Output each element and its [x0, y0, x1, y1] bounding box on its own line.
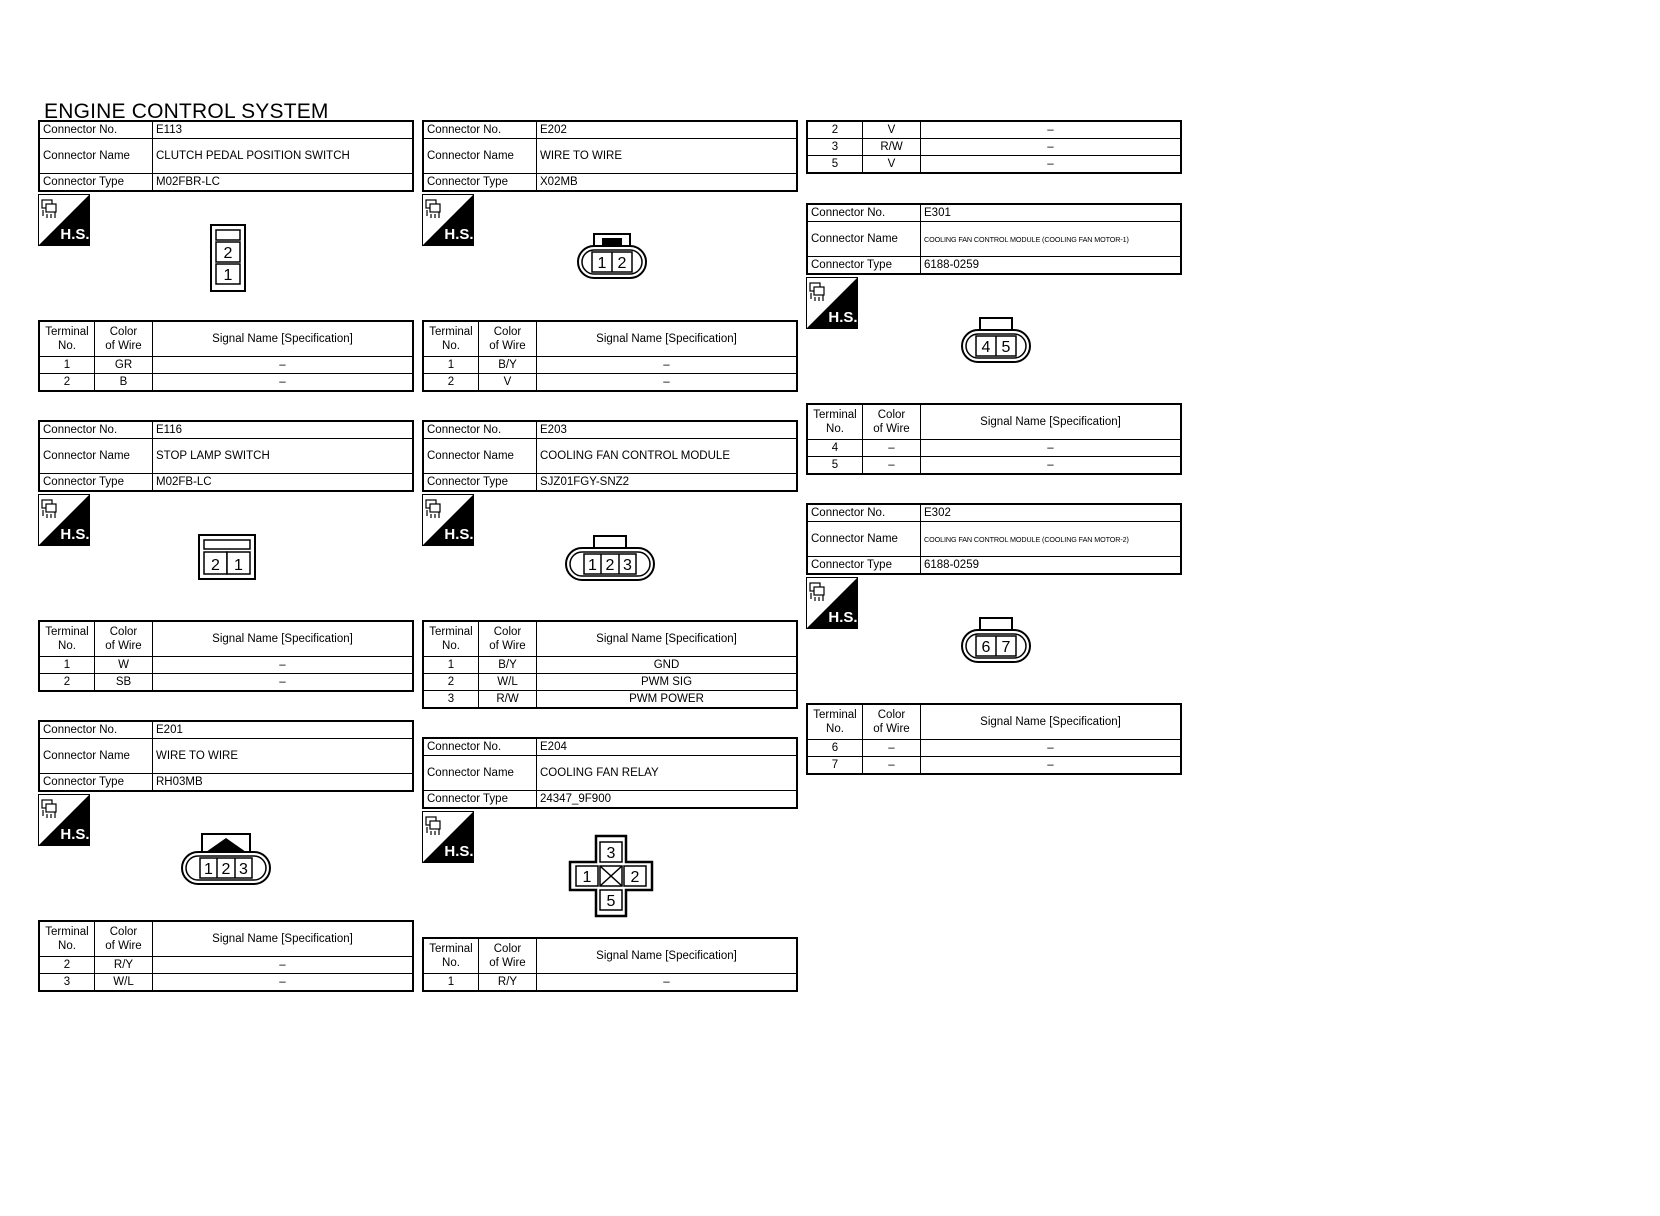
connector-type-value: 6188-0259: [921, 257, 1182, 275]
connector-no-label: Connector No.: [807, 204, 921, 222]
color-header-line2: of Wire: [489, 640, 526, 652]
harness-side-icon: [422, 811, 474, 863]
wire-color: B/Y: [479, 357, 537, 374]
connector-no-value: E204: [537, 738, 798, 756]
terminal-no-header: [423, 621, 479, 657]
terminal-table: [38, 320, 414, 392]
terminal-number: 2: [39, 374, 95, 392]
terminal-number: 1: [423, 657, 479, 674]
color-header-line1: Color: [493, 326, 522, 338]
terminal-number: 4: [807, 440, 863, 457]
color-of-wire-header: [479, 938, 537, 974]
connector-block-e301: [806, 203, 1182, 473]
connector-face-diagram: [564, 534, 656, 584]
wire-color: V: [863, 121, 921, 139]
signal-name: –: [153, 957, 414, 974]
terminal-number: 3: [39, 974, 95, 992]
connector-no-label: Connector No.: [423, 738, 537, 756]
terminal-no-header-line2: No.: [826, 423, 844, 435]
wire-color: V: [863, 156, 921, 174]
connector-no-value: E302: [921, 504, 1182, 522]
connector-type-label: Connector Type: [39, 474, 153, 492]
terminal-table: [806, 403, 1182, 475]
connector-name-value: COOLING FAN RELAY: [537, 756, 798, 791]
connector-name-label: Connector Name: [423, 756, 537, 791]
terminal-no-header: [807, 704, 863, 740]
signal-name-header: Signal Name [Specification]: [153, 921, 414, 957]
signal-name: –: [153, 674, 414, 692]
connector-name-label: Connector Name: [807, 522, 921, 557]
harness-side-icon: [38, 194, 90, 246]
terminal-row: [423, 974, 797, 992]
signal-name: –: [921, 156, 1182, 174]
signal-name: –: [921, 740, 1182, 757]
terminal-row: [807, 757, 1181, 775]
terminal-no-header: [423, 938, 479, 974]
connector-no-value: E201: [153, 721, 414, 739]
pin-number: 1: [582, 869, 592, 886]
color-of-wire-header: [95, 621, 153, 657]
terminal-number: 7: [807, 757, 863, 775]
harness-side-icon: [422, 194, 474, 246]
color-header-line1: Color: [493, 626, 522, 638]
connector-no-value: E203: [537, 421, 798, 439]
harness-side-label: H.S.: [60, 526, 90, 543]
connector-name-label: Connector Name: [423, 439, 537, 474]
pin-number: 3: [623, 557, 632, 574]
connector-no-label: Connector No.: [807, 504, 921, 522]
signal-name: –: [537, 974, 798, 992]
color-of-wire-header: [479, 621, 537, 657]
connector-face-diagram: [210, 224, 246, 292]
connector-type-label: Connector Type: [423, 174, 537, 192]
pin-number: 2: [630, 869, 640, 886]
connector-no-value: E301: [921, 204, 1182, 222]
color-of-wire-header: [95, 921, 153, 957]
terminal-number: 1: [423, 974, 479, 992]
connector-type-value: SJZ01FGY-SNZ2: [537, 474, 798, 492]
terminal-row: [39, 974, 413, 992]
connector-no-label: Connector No.: [423, 121, 537, 139]
terminal-row: [423, 374, 797, 392]
terminal-number: 5: [807, 156, 863, 174]
signal-name: GND: [537, 657, 798, 674]
color-header-line2: of Wire: [489, 957, 526, 969]
harness-side-icon: [806, 277, 858, 329]
terminal-row: [423, 357, 797, 374]
harness-side-label: H.S.: [444, 526, 474, 543]
terminal-number: 2: [807, 121, 863, 139]
color-header-line2: of Wire: [105, 340, 142, 352]
signal-name: –: [153, 374, 414, 392]
connector-name-label: Connector Name: [423, 139, 537, 174]
connector-face-diagram: [960, 616, 1032, 666]
connector-info-table: [38, 720, 414, 792]
wire-color: –: [863, 457, 921, 475]
wire-color: R/Y: [479, 974, 537, 992]
pin-number: 2: [605, 557, 615, 574]
connector-block-e204_cont: [806, 120, 1182, 174]
connector-name-value: WIRE TO WIRE: [153, 739, 414, 774]
terminal-row: [423, 674, 797, 691]
connector-face-diagram: [180, 826, 272, 888]
connector-face-diagram: [568, 834, 654, 918]
color-of-wire-header: [479, 321, 537, 357]
wire-color: B/Y: [479, 657, 537, 674]
wire-color: R/Y: [95, 957, 153, 974]
connector-face-diagram: [198, 534, 256, 580]
wire-color: –: [863, 757, 921, 775]
color-header-line1: Color: [109, 326, 138, 338]
terminal-no-header-line2: No.: [442, 340, 460, 352]
connector-no-label: Connector No.: [39, 421, 153, 439]
connector-face-diagram: [576, 232, 648, 282]
pin-number: 2: [223, 245, 233, 262]
connector-no-value: E116: [153, 421, 414, 439]
signal-name-header: Signal Name [Specification]: [921, 404, 1182, 440]
connector-name-value: CLUTCH PEDAL POSITION SWITCH: [153, 139, 414, 174]
signal-name: –: [153, 657, 414, 674]
color-header-line2: of Wire: [873, 723, 910, 735]
connector-type-label: Connector Type: [807, 257, 921, 275]
signal-name-header: Signal Name [Specification]: [537, 321, 798, 357]
connector-name-label: Connector Name: [39, 739, 153, 774]
connector-info-table: [422, 737, 798, 809]
pin-number: 7: [1001, 639, 1011, 656]
connector-name-value: STOP LAMP SWITCH: [153, 439, 414, 474]
signal-name-header: Signal Name [Specification]: [153, 321, 414, 357]
terminal-number: 3: [807, 139, 863, 156]
connector-type-label: Connector Type: [39, 774, 153, 792]
pin-number: 2: [211, 557, 220, 574]
signal-name: PWM SIG: [537, 674, 798, 691]
terminal-number: 1: [39, 357, 95, 374]
terminal-row: [423, 691, 797, 709]
terminal-no-header-line2: No.: [58, 940, 76, 952]
connector-type-label: Connector Type: [807, 557, 921, 575]
terminal-number: 2: [39, 957, 95, 974]
connector-name-label: Connector Name: [39, 139, 153, 174]
signal-name: –: [537, 374, 798, 392]
terminal-no-header-line1: Terminal: [429, 326, 473, 338]
page-title: ENGINE CONTROL SYSTEM: [44, 100, 329, 123]
terminal-table: [806, 703, 1182, 775]
pin-number: 2: [617, 255, 627, 272]
wire-color: R/W: [479, 691, 537, 709]
terminal-no-header-line1: Terminal: [45, 626, 89, 638]
connector-name-value: COOLING FAN CONTROL MODULE: [537, 439, 798, 474]
signal-name: –: [921, 457, 1182, 475]
color-header-line1: Color: [109, 926, 138, 938]
harness-side-icon: [38, 794, 90, 846]
pin-number: 1: [588, 557, 597, 574]
wire-color: W: [95, 657, 153, 674]
color-of-wire-header: [95, 321, 153, 357]
terminal-no-header-line1: Terminal: [45, 926, 89, 938]
harness-side-label: H.S.: [828, 609, 858, 626]
pin-number: 1: [234, 557, 243, 574]
signal-name-header: Signal Name [Specification]: [537, 621, 798, 657]
pin-number: 5: [606, 893, 616, 910]
connector-no-label: Connector No.: [423, 421, 537, 439]
harness-side-label: H.S.: [60, 826, 90, 843]
pin-number: 6: [981, 639, 991, 656]
terminal-row: [39, 674, 413, 692]
terminal-no-header-line1: Terminal: [813, 709, 857, 721]
color-header-line2: of Wire: [105, 640, 142, 652]
pin-number: 5: [1001, 339, 1011, 356]
color-header-line2: of Wire: [489, 340, 526, 352]
terminal-no-header: [39, 621, 95, 657]
harness-side-label: H.S.: [444, 843, 474, 860]
connector-type-label: Connector Type: [423, 474, 537, 492]
signal-name: –: [153, 974, 414, 992]
signal-name-header: Signal Name [Specification]: [153, 621, 414, 657]
wire-color: W/L: [95, 974, 153, 992]
connector-type-value: M02FB-LC: [153, 474, 414, 492]
terminal-no-header-line1: Terminal: [45, 326, 89, 338]
terminal-row: [807, 457, 1181, 475]
pin-number: 2: [221, 861, 231, 878]
terminal-row: [807, 121, 1181, 139]
wire-color: SB: [95, 674, 153, 692]
signal-name: –: [537, 357, 798, 374]
signal-name-header: Signal Name [Specification]: [921, 704, 1182, 740]
terminal-row: [423, 657, 797, 674]
color-header-line2: of Wire: [873, 423, 910, 435]
connector-no-label: Connector No.: [39, 121, 153, 139]
pin-number: 1: [223, 267, 233, 284]
terminal-no-header-line1: Terminal: [429, 626, 473, 638]
color-header-line1: Color: [109, 626, 138, 638]
pin-number: 1: [597, 255, 607, 272]
terminal-number: 2: [39, 674, 95, 692]
terminal-number: 1: [423, 357, 479, 374]
terminal-row: [807, 740, 1181, 757]
wire-color: –: [863, 740, 921, 757]
connector-name-value: WIRE TO WIRE: [537, 139, 798, 174]
color-header-line1: Color: [493, 943, 522, 955]
terminal-row: [807, 440, 1181, 457]
pin-number: 4: [981, 339, 991, 356]
signal-name: –: [921, 139, 1182, 156]
signal-name: PWM POWER: [537, 691, 798, 709]
connector-info-table: [422, 420, 798, 492]
terminal-table: [422, 320, 798, 392]
color-header-line1: Color: [877, 709, 906, 721]
terminal-table: [422, 620, 798, 709]
harness-side-icon: [422, 494, 474, 546]
terminal-number: 5: [807, 457, 863, 475]
wire-color: –: [863, 440, 921, 457]
terminal-row: [39, 357, 413, 374]
terminal-number: 2: [423, 374, 479, 392]
connector-block-e201: [38, 720, 414, 990]
connector-info-table: [38, 420, 414, 492]
harness-side-icon: [806, 577, 858, 629]
terminal-no-header: [807, 404, 863, 440]
terminal-row: [39, 374, 413, 392]
connector-block-e203: [422, 420, 798, 707]
terminal-no-header: [423, 321, 479, 357]
pin-number: 3: [239, 861, 248, 878]
connector-no-value: E202: [537, 121, 798, 139]
harness-side-icon: [38, 494, 90, 546]
terminal-no-header-line2: No.: [442, 957, 460, 969]
terminal-row: [807, 156, 1181, 174]
connector-name-label: Connector Name: [807, 222, 921, 257]
connector-type-value: X02MB: [537, 174, 798, 192]
harness-side-label: H.S.: [828, 309, 858, 326]
connector-block-e302: [806, 503, 1182, 773]
wire-color: R/W: [863, 139, 921, 156]
color-header-line1: Color: [877, 409, 906, 421]
signal-name: –: [921, 121, 1182, 139]
terminal-no-header-line2: No.: [442, 640, 460, 652]
signal-name: –: [921, 440, 1182, 457]
terminal-no-header-line1: Terminal: [429, 943, 473, 955]
wire-color: W/L: [479, 674, 537, 691]
terminal-number: 6: [807, 740, 863, 757]
connector-info-table: [38, 120, 414, 192]
connector-name-value: COOLING FAN CONTROL MODULE (COOLING FAN MOTOR-2): [921, 522, 1182, 557]
terminal-no-header-line2: No.: [58, 640, 76, 652]
signal-name: –: [153, 357, 414, 374]
wire-color: B: [95, 374, 153, 392]
signal-name: –: [921, 757, 1182, 775]
wire-color: GR: [95, 357, 153, 374]
connector-block-e116: [38, 420, 414, 690]
terminal-table-continued: [806, 120, 1182, 174]
terminal-row: [807, 139, 1181, 156]
terminal-number: 2: [423, 674, 479, 691]
terminal-table: [38, 920, 414, 992]
color-of-wire-header: [863, 404, 921, 440]
pin-number: 1: [204, 861, 213, 878]
terminal-number: 1: [39, 657, 95, 674]
connector-info-table: [806, 503, 1182, 575]
pin-number: 3: [606, 845, 616, 862]
terminal-no-header: [39, 921, 95, 957]
signal-name-header: Signal Name [Specification]: [537, 938, 798, 974]
connector-type-value: RH03MB: [153, 774, 414, 792]
connector-type-value: 6188-0259: [921, 557, 1182, 575]
terminal-table: [38, 620, 414, 692]
color-header-line2: of Wire: [105, 940, 142, 952]
terminal-number: 3: [423, 691, 479, 709]
terminal-no-header-line1: Terminal: [813, 409, 857, 421]
connector-name-label: Connector Name: [39, 439, 153, 474]
terminal-no-header-line2: No.: [58, 340, 76, 352]
terminal-row: [39, 957, 413, 974]
harness-side-label: H.S.: [444, 226, 474, 243]
connector-type-value: M02FBR-LC: [153, 174, 414, 192]
connector-name-value: COOLING FAN CONTROL MODULE (COOLING FAN MOTOR-1): [921, 222, 1182, 257]
connector-info-table: [422, 120, 798, 192]
harness-side-label: H.S.: [60, 226, 90, 243]
connector-no-value: E113: [153, 121, 414, 139]
connector-block-e204: [422, 737, 798, 990]
connector-block-e202: [422, 120, 798, 390]
connector-type-value: 24347_9F900: [537, 791, 798, 809]
color-of-wire-header: [863, 704, 921, 740]
terminal-no-header-line2: No.: [826, 723, 844, 735]
wire-color: V: [479, 374, 537, 392]
connector-type-label: Connector Type: [39, 174, 153, 192]
connector-info-table: [806, 203, 1182, 275]
terminal-table: [422, 937, 798, 992]
connector-face-diagram: [960, 316, 1032, 366]
connector-block-e113: [38, 120, 414, 390]
terminal-no-header: [39, 321, 95, 357]
terminal-row: [39, 657, 413, 674]
connector-type-label: Connector Type: [423, 791, 537, 809]
connector-no-label: Connector No.: [39, 721, 153, 739]
